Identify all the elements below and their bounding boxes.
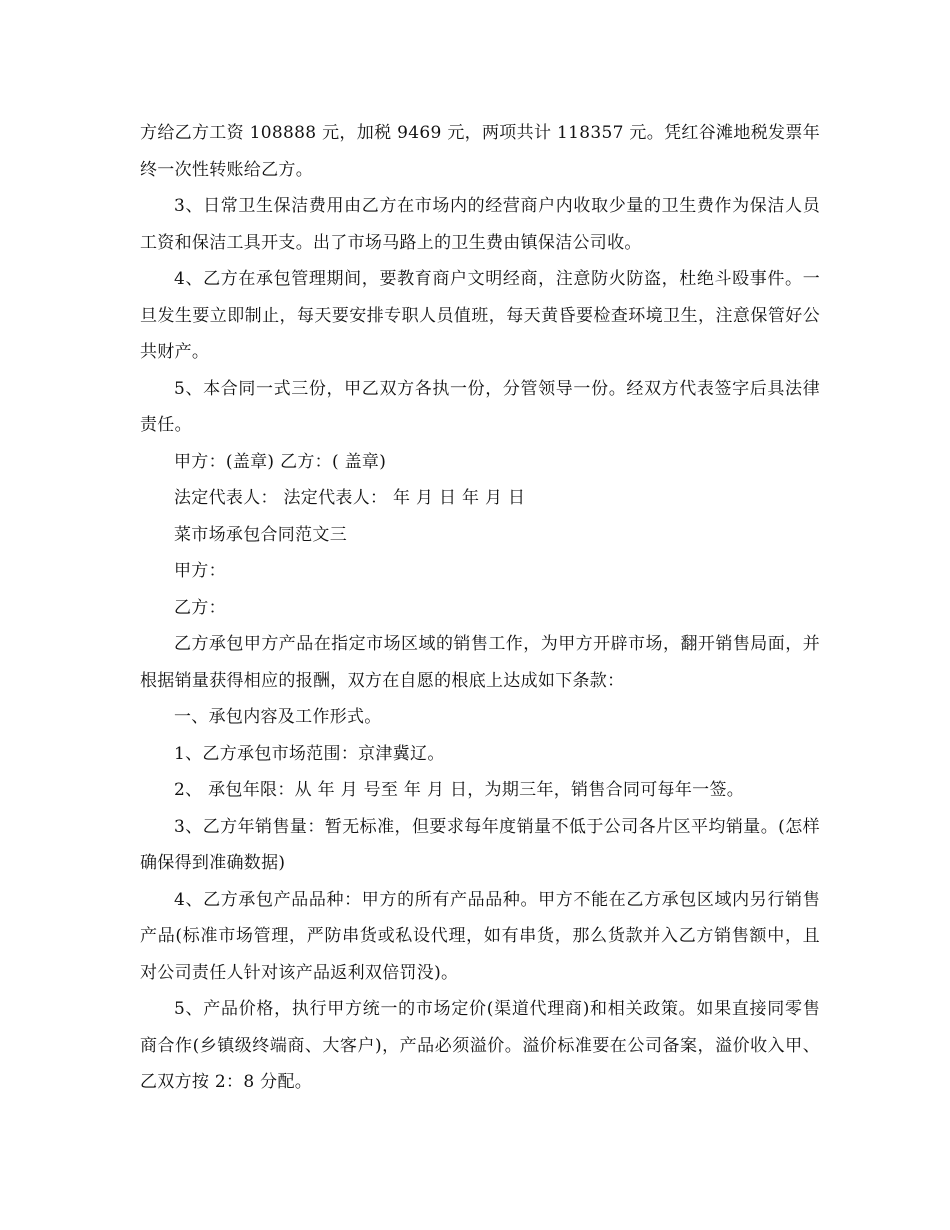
party-b-label: 乙方： <box>174 597 226 618</box>
paragraph-item-3-cleaning: 3、日常卫生保洁费用由乙方在市场内的经营商户内收取少量的卫生费作为保洁人员工资和保洁工具开支。出了市场马路上的卫生费由镇保洁公司收。 <box>140 196 820 253</box>
paragraph-wage-payment: 方给乙方工资 108888 元，加税 9469 元，两项共计 118357 元。凭红谷滩地税发票年终一次性转账给乙方。 <box>140 123 820 180</box>
heading-contract-content: 一、承包内容及工作形式。 <box>174 707 382 727</box>
party-a-label: 甲方： <box>174 561 226 581</box>
paragraph-item-2-term: 2、 承包年限：从 年 月 号至 年 月 日，为期三年，销售合同可每年一签。 <box>174 780 745 800</box>
paragraph-item-4-products: 4、乙方承包产品品种：甲方的所有产品品种。甲方不能在乙方承包区域内另行销售产品(标准市场管理，严防串货或私设代理，如有串货，那么货款并入乙方销售额中，且对公司责任人针对该产品返利双倍罚没)。 <box>140 889 820 983</box>
paragraph-item-5-pricing: 5、产品价格，执行甲方统一的市场定价(渠道代理商)和相关政策。如果直接同零售商合作(乡镇级终端商、大客户)，产品必须溢价。溢价标准要在公司备案，溢价收入甲、乙双方按 2：8 分配。 <box>140 999 820 1092</box>
paragraph-item-3-volume: 3、乙方年销售量：暂无标准，但要求每年度销量不低于公司各片区平均销量。(怎样确保得到准确数据) <box>140 816 820 873</box>
paragraph-item-1-scope: 1、乙方承包市场范围：京津冀辽。 <box>174 743 445 764</box>
signature-representatives-line: 法定代表人： 法定代表人： 年 月 日 年 月 日 <box>174 488 526 508</box>
paragraph-preamble: 乙方承包甲方产品在指定市场区域的销售工作，为甲方开辟市场，翻开销售局面，并根据销量获得相应的报酬，双方在自愿的根底上达成如下条款： <box>140 634 820 691</box>
document-body <box>140 115 820 1101</box>
section-title: 菜市场承包合同范文三 <box>174 524 347 545</box>
paragraph-item-4-management: 4、乙方在承包管理期间，要教育商户文明经商，注意防火防盗，杜绝斗殴事件。一旦发生要立即制止，每天要安排专职人员值班，每天黄昏要检查环境卫生，注意保管好公共财产。 <box>140 269 820 362</box>
paragraph-item-5-copies: 5、本合同一式三份，甲乙双方各执一份，分管领导一份。经双方代表签字后具法律责任。 <box>140 378 820 435</box>
signature-parties-line: 甲方：(盖章) 乙方：( 盖章) <box>174 451 387 472</box>
